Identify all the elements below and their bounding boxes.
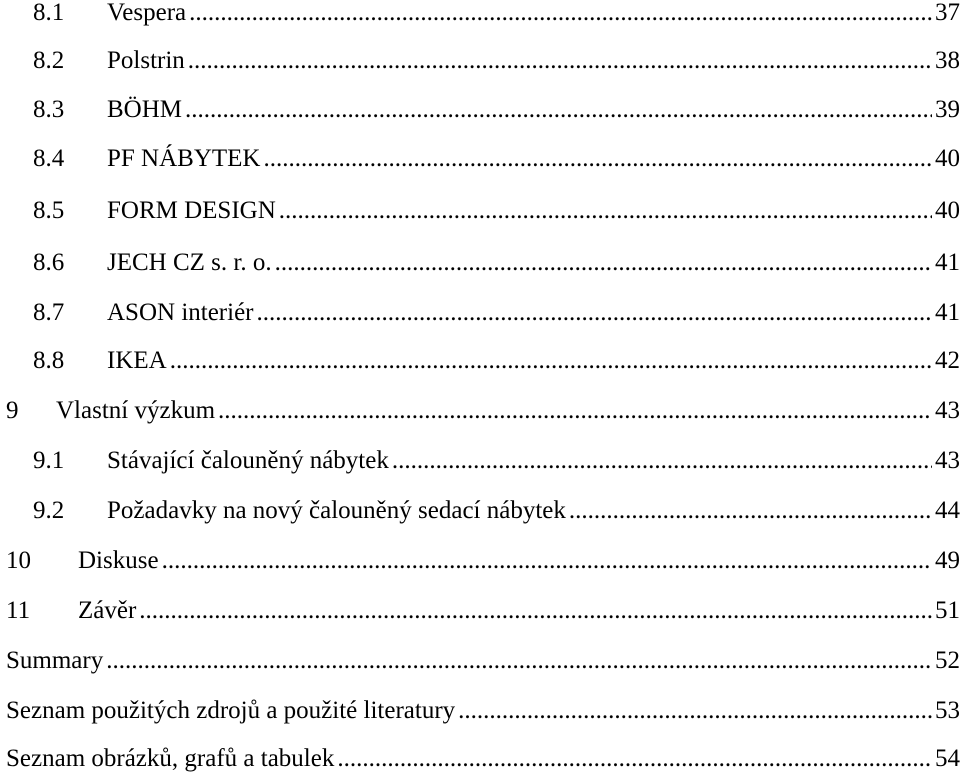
- toc-entry-page: 39: [935, 96, 960, 123]
- dot-leader: [257, 298, 933, 328]
- toc-entry-title: Vespera: [107, 0, 187, 26]
- toc-entry-title: PF NÁBYTEK: [107, 145, 261, 172]
- dot-leader: [139, 596, 932, 626]
- toc-entry[interactable]: [0, 646, 960, 686]
- dot-leader: [170, 346, 932, 376]
- toc-entry-title: Seznam obrázků, grafů a tabulek: [6, 745, 335, 772]
- dot-leader: [188, 46, 932, 76]
- toc-entry-page: 37: [935, 0, 960, 26]
- toc-entry-page: 41: [935, 299, 960, 326]
- toc-entry-page: 42: [935, 347, 960, 374]
- toc-entry-title: BÖHM: [107, 96, 183, 123]
- toc-entry[interactable]: [0, 596, 960, 636]
- toc-entry[interactable]: [0, 696, 960, 736]
- toc-entry-number: 8.4: [33, 145, 65, 172]
- toc-entry[interactable]: [0, 144, 960, 184]
- toc-entry-title: Stávající čalouněný nábytek: [107, 447, 389, 474]
- toc-entry-title: Vlastní výzkum: [56, 397, 216, 424]
- toc-entry[interactable]: [0, 744, 960, 784]
- toc-entry[interactable]: [0, 248, 960, 288]
- dot-leader: [569, 496, 932, 526]
- toc-entry-title: Závěr: [78, 597, 137, 624]
- toc-entry-title: IKEA: [107, 347, 167, 374]
- toc-entry-title: JECH CZ s. r. o.: [107, 249, 272, 276]
- toc-entry-title: ASON interiér: [107, 299, 254, 326]
- toc-entry[interactable]: [0, 546, 960, 586]
- toc-entry[interactable]: [0, 196, 960, 236]
- toc-entry-page: 49: [935, 547, 960, 574]
- toc-entry-number: 8.2: [33, 47, 65, 74]
- toc-entry-page: 43: [935, 397, 960, 424]
- toc-entry-page: 53: [935, 697, 960, 724]
- toc-entry-page: 52: [935, 647, 960, 674]
- toc-entry[interactable]: [0, 298, 960, 338]
- dot-leader: [392, 446, 932, 476]
- toc-entry-page: 41: [935, 249, 960, 276]
- dot-leader: [337, 744, 932, 774]
- dot-leader: [106, 646, 932, 676]
- toc-entry-number: 9.1: [33, 447, 65, 474]
- toc-entry[interactable]: [0, 346, 960, 386]
- toc-entry-number: 9.2: [33, 497, 65, 524]
- toc-entry-page: 38: [935, 47, 960, 74]
- toc-entry-number: 10: [6, 547, 31, 574]
- dot-leader: [279, 196, 932, 226]
- toc-entry-number: 8.8: [33, 347, 65, 374]
- dot-leader: [185, 95, 932, 125]
- toc-entry-title: Seznam použitých zdrojů a použité literatury: [6, 697, 456, 724]
- toc-entry[interactable]: [0, 446, 960, 486]
- toc-entry-number: 9: [6, 397, 19, 424]
- dot-leader: [218, 396, 932, 426]
- toc-entry-page: 44: [935, 497, 960, 524]
- toc-entry-page: 51: [935, 597, 960, 624]
- toc-entry[interactable]: [0, 0, 960, 38]
- toc-entry-page: 40: [935, 145, 960, 172]
- toc-entry-title: Summary: [6, 647, 104, 674]
- toc-entry-number: 8.3: [33, 96, 65, 123]
- toc-entry-title: Požadavky na nový čalouněný sedací nábytek: [107, 497, 566, 524]
- toc-entry[interactable]: [0, 95, 960, 135]
- toc-entry-number: 8.5: [33, 197, 65, 224]
- toc-entry-number: 8.6: [33, 249, 65, 276]
- toc-entry-title: FORM DESIGN: [107, 197, 276, 224]
- toc-entry-number: 8.7: [33, 299, 65, 326]
- toc-entry-page: 40: [935, 197, 960, 224]
- toc-entry-number: 8.1: [33, 0, 65, 26]
- dot-leader: [189, 0, 932, 28]
- dot-leader: [162, 546, 932, 576]
- dot-leader: [275, 248, 932, 278]
- toc-entry-title: Diskuse: [78, 547, 159, 574]
- toc-entry-page: 43: [935, 447, 960, 474]
- toc-entry-title: Polstrin: [107, 47, 185, 74]
- toc-entry[interactable]: [0, 496, 960, 536]
- toc-entry-page: 54: [935, 745, 960, 772]
- toc-entry[interactable]: [0, 46, 960, 86]
- toc-entry-number: 11: [6, 597, 31, 624]
- dot-leader: [458, 696, 932, 726]
- toc-entry[interactable]: [0, 396, 960, 436]
- dot-leader: [264, 144, 933, 174]
